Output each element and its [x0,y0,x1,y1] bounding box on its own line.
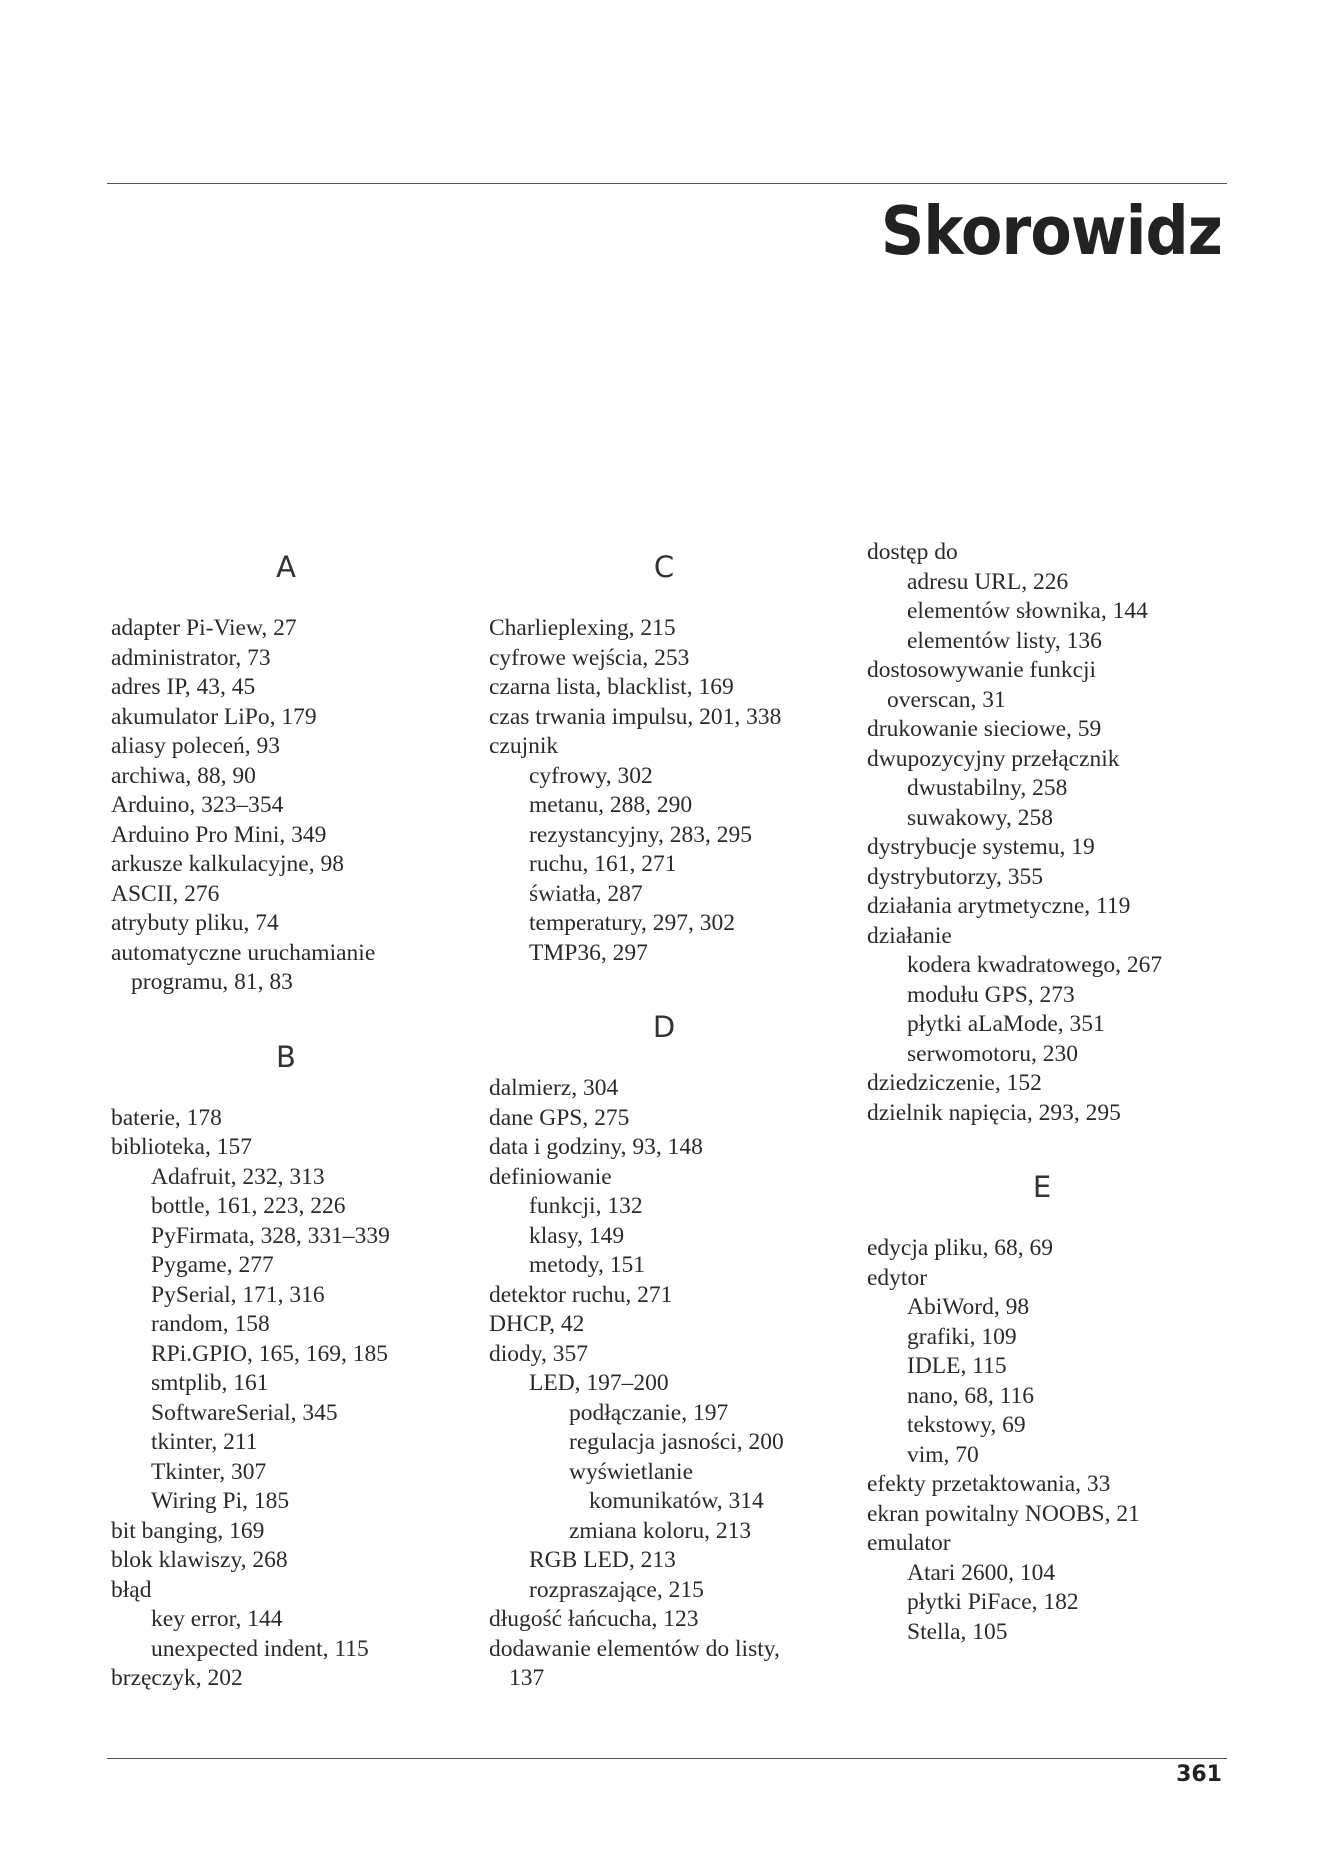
index-entry: RGB LED, 213 [529,1547,676,1573]
index-entry: overscan, 31 [887,686,1006,713]
index-entry: klasy, 149 [529,1222,625,1249]
index-entry: PyFirmata, 328, 331–339 [151,1222,390,1249]
index-entry: komunikatów, 314 [589,1488,764,1514]
section-letter: E [1032,1170,1052,1204]
index-entry: tekstowy, 69 [907,1412,1026,1438]
index-entry: adresu URL, 226 [907,568,1069,595]
index-entry: długość łańcucha, 123 [489,1606,699,1632]
index-entry: cyfrowy, 302 [529,762,653,789]
index-entry: ASCII, 276 [111,880,220,907]
index-entry: modułu GPS, 273 [907,981,1075,1008]
index-column-2 [489,538,839,1694]
index-entry: działanie [867,922,952,949]
index-entry: random, 158 [151,1311,270,1337]
index-entry: unexpected indent, 115 [151,1635,369,1662]
index-entry: aliasy poleceń, 93 [111,733,281,759]
index-entry: PySerial, 171, 316 [151,1281,325,1308]
index-entry: Wiring Pi, 185 [151,1488,290,1514]
index-entry: dwupozycyjny przełącznik [867,745,1120,772]
index-entry: Charlieplexing, 215 [489,615,676,641]
index-entry: RPi.GPIO, 165, 169, 185 [151,1340,388,1367]
section-letter: B [276,1039,296,1074]
index-entry: smtplib, 161 [151,1370,269,1396]
index-entry: rozpraszające, 215 [529,1576,704,1603]
index-entry: key error, 144 [151,1606,283,1632]
index-entry: administrator, 73 [111,644,271,671]
index-entry: brzęczyk, 202 [111,1665,243,1691]
index-entry: elementów listy, 136 [907,627,1102,654]
bottom-rule [107,1758,1227,1759]
index-entry: światła, 287 [529,880,643,907]
index-entry: edycja pliku, 68, 69 [867,1235,1054,1261]
index-entry: DHCP, 42 [489,1311,585,1337]
index-entry: błąd [111,1576,152,1603]
index-entry: SoftwareSerial, 345 [151,1399,338,1426]
index-entry: blok klawiszy, 268 [111,1547,288,1573]
index-entry: arkusze kalkulacyjne, 98 [111,851,344,877]
index-entry: podłączanie, 197 [569,1399,729,1426]
index-entry: emulator [867,1530,951,1556]
index-entry: Arduino, 323–354 [111,792,284,818]
index-entry: nano, 68, 116 [907,1382,1035,1409]
index-entry: dostęp do [867,539,958,565]
index-entry: Pygame, 277 [151,1252,274,1278]
index-entry: suwakowy, 258 [907,804,1053,831]
index-entry: Stella, 105 [907,1618,1008,1645]
index-entry: dwustabilny, 258 [907,775,1068,801]
index-entry: dzielnik napięcia, 293, 295 [867,1099,1121,1126]
index-entry: bit banging, 169 [111,1517,265,1544]
index-entry: biblioteka, 157 [111,1134,252,1160]
index-entry: dystrybutorzy, 355 [867,863,1044,890]
index-entry: funkcji, 132 [529,1193,643,1219]
index-entry: LED, 197–200 [529,1370,669,1396]
index-entry: dalmierz, 304 [489,1075,619,1101]
index-entry: dane GPS, 275 [489,1104,630,1131]
index-column-3 [867,538,1217,1647]
page-number: 361 [1176,1762,1222,1787]
section-spacer [867,1128,1217,1158]
index-entry: 137 [509,1665,545,1691]
index-entry: działania arytmetyczne, 119 [867,893,1131,919]
index-entry: edytor [867,1264,928,1291]
index-entry: czas trwania impulsu, 201, 338 [489,703,782,730]
index-entry: archiwa, 88, 90 [111,762,256,789]
index-entry: dodawanie elementów do listy, [489,1635,780,1662]
index-entry: dziedziczenie, 152 [867,1070,1042,1096]
index-entry: ruchu, 161, 271 [529,851,677,877]
section-spacer [111,998,461,1028]
index-entry: adres IP, 43, 45 [111,674,256,700]
index-entry: Atari 2600, 104 [907,1559,1056,1586]
index-entry: programu, 81, 83 [131,969,293,995]
index-entry: czarna lista, blacklist, 169 [489,674,734,700]
index-entry: temperatury, 297, 302 [529,910,736,936]
index-entry: dostosowywanie funkcji [867,657,1097,683]
index-entry: data i godziny, 93, 148 [489,1134,703,1160]
index-entry: metody, 151 [529,1252,645,1278]
index-entry: akumulator LiPo, 179 [111,703,317,730]
top-rule [107,183,1227,184]
index-entry: płytki aLaMode, 351 [907,1011,1105,1037]
index-entry: diody, 357 [489,1340,589,1367]
index-entry: drukowanie sieciowe, 59 [867,716,1102,742]
index-entry: Adafruit, 232, 313 [151,1163,325,1190]
index-column-1 [111,538,461,1694]
index-entry: płytki PiFace, 182 [907,1589,1079,1615]
index-entry: detektor ruchu, 271 [489,1281,673,1308]
index-entry: elementów słownika, 144 [907,598,1148,624]
index-entry: IDLE, 115 [907,1353,1007,1379]
index-entry: efekty przetaktowania, 33 [867,1471,1111,1497]
section-letter: A [276,550,296,584]
section-spacer [489,968,839,998]
index-entry: AbiWord, 98 [907,1294,1030,1320]
section-letter: C [653,550,675,584]
index-entry: vim, 70 [907,1441,979,1468]
index-entry: rezystancyjny, 283, 295 [529,821,752,848]
index-entry: automatyczne uruchamianie [111,939,376,966]
index-entry: grafiki, 109 [907,1323,1017,1350]
index-entry: Tkinter, 307 [151,1458,267,1485]
index-entry: kodera kwadratowego, 267 [907,952,1163,978]
section-letter: D [652,1010,676,1044]
index-entry: baterie, 178 [111,1104,222,1131]
index-entry: wyświetlanie [569,1458,693,1485]
index-entry: ekran powitalny NOOBS, 21 [867,1500,1140,1527]
index-entry: cyfrowe wejścia, 253 [489,644,690,671]
page-title: Skorowidz [880,192,1222,270]
index-entry: czujnik [489,733,559,759]
index-entry: metanu, 288, 290 [529,792,693,818]
index-entry: regulacja jasności, 200 [569,1429,784,1455]
index-entry: tkinter, 211 [151,1429,258,1455]
index-entry: definiowanie [489,1163,612,1190]
index-entry: zmiana koloru, 213 [569,1517,752,1544]
index-entry: bottle, 161, 223, 226 [151,1193,346,1219]
index-entry: TMP36, 297 [529,939,648,966]
index-entry: dystrybucje systemu, 19 [867,834,1095,860]
index-entry: atrybuty pliku, 74 [111,910,279,936]
index-entry: serwomotoru, 230 [907,1040,1079,1067]
index-entry: Arduino Pro Mini, 349 [111,821,327,848]
index-entry: adapter Pi-View, 27 [111,615,297,641]
